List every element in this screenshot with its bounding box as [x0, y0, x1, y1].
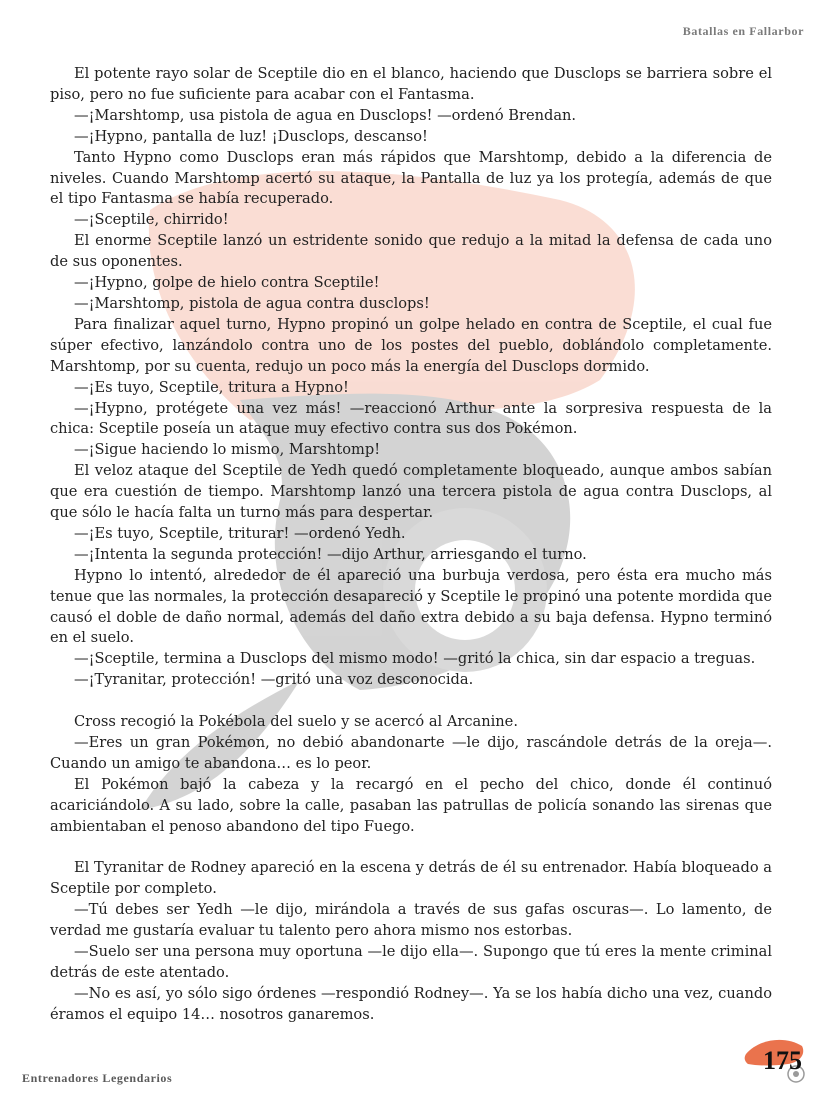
paragraph: —¡Marshtomp, usa pistola de agua en Dusclops! —ordenó Brendan. [74, 106, 577, 124]
paragraph: El potente rayo solar de Sceptile dio en el blanco, haciendo que Dusclops se barriera sobre el piso, pero no fue suficiente para acabar con el Fantasma. [50, 65, 772, 103]
paragraph: —¡Marshtomp, pistola de agua contra dusclops! [74, 294, 430, 312]
paragraph: —Suelo ser una persona muy oportuna —le dijo ella—. Supongo que tú eres la mente criminal detrás de este atentado. [50, 943, 772, 981]
paragraph: —Tú debes ser Yedh —le dijo, mirándola a través de sus gafas oscuras—. Lo lamento, de verdad me gustaría evaluar tu talento pero ahora mismo nos estorbas. [50, 901, 772, 940]
paragraph: —¡Es tuyo, Sceptile, triturar! —ordenó Yedh. [74, 524, 406, 542]
paragraph: —Eres un gran Pokémon, no debió abandonarte —le dijo, rascándole detrás de la oreja—. Cuando un amigo te abandona… es lo peor. [50, 733, 772, 772]
paragraph: Cross recogió la Pokébola del suelo y se acercó al Arcanine. [74, 713, 518, 731]
paragraph: —¡Sceptile, termina a Dusclops del mismo modo! —gritó la chica, sin dar espacio a treguas. [74, 650, 756, 668]
paragraph: Para finalizar aquel turno, Hypno propinó un golpe helado en contra de Sceptile, el cual fue súper efectivo, lanzándolo contra uno de los postes del pueblo, doblándolo completamente. Marshtomp, por su cuenta, redujo un poco más la energía del Dusclops dormido. [50, 315, 772, 375]
paragraph: —¡Hypno, pantalla de luz! ¡Dusclops, descanso! [74, 127, 428, 145]
paragraph: —¡Hypno, protégete una vez más! —reaccionó Arthur ante la sorpresiva respuesta de la chica: Sceptile poseía un ataque muy efectivo contra sus dos Pokémon. [50, 399, 772, 438]
paragraph: —¡Hypno, golpe de hielo contra Sceptile! [74, 274, 380, 292]
paragraph: —¡Tyranitar, protección! —gritó una voz desconocida. [74, 671, 474, 689]
running-footer: Entrenadores Legendarios [22, 1071, 173, 1085]
paragraph: —¡Sigue haciendo lo mismo, Marshtomp! [74, 441, 381, 459]
paragraph: Tanto Hypno como Dusclops eran más rápidos que Marshtomp, debido a la diferencia de niveles. Cuando Marshtomp acertó su ataque, la Pantalla de luz ya los protegía, además de que el tipo Fantasma se había recuperado. [50, 148, 772, 208]
paragraph: El Tyranitar de Rodney apareció en la escena y detrás de él su entrenador. Había bloqueado a Sceptile por completo. [50, 859, 772, 898]
paragraph: —¡Intenta la segunda protección! —dijo Arthur, arriesgando el turno. [74, 545, 587, 563]
page-folio [740, 1032, 810, 1090]
paragraph: —¡Sceptile, chirrido! [74, 211, 229, 229]
page-number: 175 [763, 1046, 802, 1075]
paragraph: Hypno lo intentó, alrededor de él apareció una burbuja verdosa, pero ésta era mucho más tenue que las normales, la protección desapareció y Sceptile le propinó una potente mordida que causó el doble de daño normal, además del daño extra debido a su baja defensa. Hypno terminó en el suelo. [50, 566, 772, 647]
body-text [50, 64, 772, 1026]
paragraph: El Pokémon bajó la cabeza y la recargó en el pecho del chico, donde él continuó acariciándolo. A su lado, sobre la calle, pasaban las patrullas de policía sonando las sirenas que ambientaban el penoso abandono del tipo Fuego. [50, 775, 772, 835]
paragraph: El veloz ataque del Sceptile de Yedh quedó completamente bloqueado, aunque ambos sabían que era cuestión de tiempo. Marshtomp lanzó una tercera pistola de agua contra Dusclops, al que sólo le hacía falta un turno más para despertar. [50, 462, 772, 522]
running-header: Batallas en Fallarbor [682, 24, 804, 38]
paragraph: El enorme Sceptile lanzó un estridente sonido que redujo a la mitad la defensa de cada uno de sus oponentes. [50, 232, 772, 271]
paragraph: —No es así, yo sólo sigo órdenes —respondió Rodney—. Ya se los había dicho una vez, cuando éramos el equipo 14… nosotros ganaremos. [50, 984, 772, 1023]
paragraph: —¡Es tuyo, Sceptile, tritura a Hypno! [74, 378, 349, 396]
